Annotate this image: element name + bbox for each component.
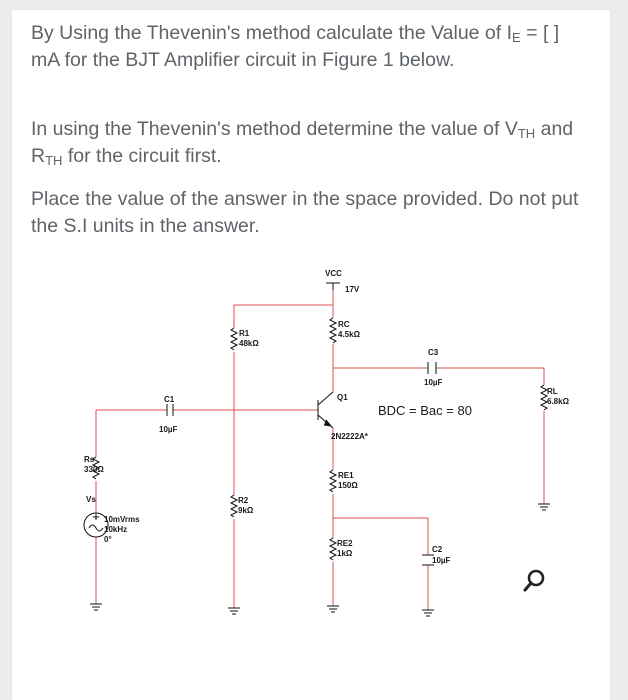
c1-value: 10µF [159,425,178,434]
r1-resistor [231,328,237,350]
search-icon [518,564,552,598]
vcc-symbol [326,283,340,290]
vs-phase: 0° [104,535,112,544]
c1-capacitor [167,404,173,416]
question-paragraph-2: In using the Thevenin's method determine the value of $V_{TH}$ and $R_{TH}$ for the circuit first. [31,118,574,168]
rl-value: 6.8kΩ [547,397,569,406]
q1-transistor [318,392,333,428]
r1-label: R1 [239,329,250,338]
r2-label: R2 [238,496,249,505]
re2-label: RE2 [337,539,353,548]
rc-value: 4.5kΩ [338,330,360,339]
circuit-labels [84,269,570,565]
c2-value: 10µF [432,556,451,565]
re1-value: 150Ω [338,481,358,490]
vs-label: Vs [86,495,96,504]
c2-label: C2 [432,545,443,554]
c3-capacitor [428,362,436,374]
rl-label: RL [547,387,558,396]
ground-re2 [327,606,339,612]
rs-label: Rs [84,455,95,464]
circuit-wires [96,283,544,610]
re2-value: 1kΩ [337,549,353,558]
re2-resistor [330,538,336,560]
rc-label: RC [338,320,350,329]
c3-value: 10µF [424,378,443,387]
vcc-label: VCC [325,269,342,278]
rs-value: 330Ω [84,465,104,474]
search-button[interactable] [518,564,552,598]
ground-vs [90,604,102,610]
vcc-value: 17V [345,285,360,294]
re1-resistor [330,470,336,492]
beta-note: BDC = Bac = 80 [378,403,472,418]
vs-frequency: 10kHz [104,525,128,534]
re1-label: RE1 [338,471,354,480]
vs-amplitude: 10mVrms [104,515,140,524]
q1-label: Q1 [337,393,348,402]
r1-value: 48kΩ [239,339,259,348]
q1-model: 2N2222A* [331,432,368,441]
c1-label: C1 [164,395,175,404]
ground-r2 [228,608,240,614]
rc-resistor [330,318,336,343]
r2-value: 9kΩ [238,506,254,515]
question-paragraph-3: Place the value of the answer in the space provided. Do not put the S.I units in the answer. [31,188,579,237]
question-paragraph-1: By Using the Thevenin's method calculate the Value of $I_E$ = [ ] mA for the BJT Amplifier circuit in Figure 1 below. [31,22,560,71]
ground-c2 [422,610,434,616]
ground-rl [538,504,550,510]
r2-resistor [231,495,237,517]
c3-label: C3 [428,348,439,357]
